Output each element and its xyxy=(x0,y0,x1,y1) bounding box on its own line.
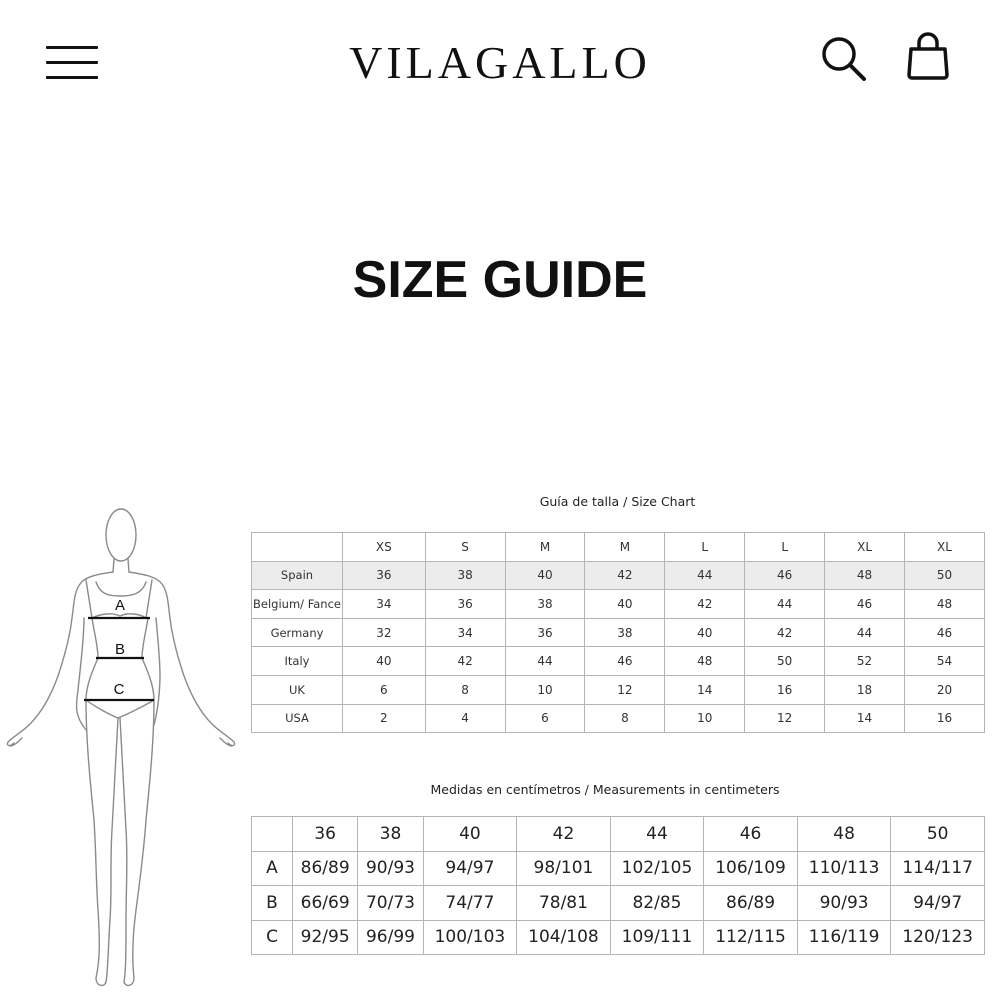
table-cell: 78/81 xyxy=(517,886,611,921)
label-c: C xyxy=(113,681,125,698)
menu-line xyxy=(46,46,98,49)
table-cell: 50 xyxy=(745,647,825,676)
header-cell: XL xyxy=(905,533,985,562)
table-cell: 46 xyxy=(585,647,665,676)
row-label: UK xyxy=(252,675,343,704)
table-cell: 32 xyxy=(343,618,426,647)
table-cell: 14 xyxy=(665,675,745,704)
table-cell: 66/69 xyxy=(293,886,358,921)
table-row xyxy=(252,704,985,733)
table-cell: 40 xyxy=(585,590,665,619)
table-row xyxy=(252,590,985,619)
table-row xyxy=(252,618,985,647)
table-cell: 98/101 xyxy=(517,851,611,886)
site-header xyxy=(0,0,1000,125)
table-cell: 54 xyxy=(905,647,985,676)
table-cell: 34 xyxy=(343,590,426,619)
header-cell: S xyxy=(425,533,505,562)
table-cell: 2 xyxy=(343,704,426,733)
table-row xyxy=(252,851,985,886)
table-cell: 48 xyxy=(905,590,985,619)
table-cell: 110/113 xyxy=(797,851,891,886)
shopping-bag-icon[interactable] xyxy=(902,31,954,83)
table-cell: 104/108 xyxy=(517,920,611,955)
label-b: B xyxy=(114,641,126,658)
table-cell: 120/123 xyxy=(891,920,985,955)
label-a: A xyxy=(114,597,126,614)
header-cell xyxy=(252,817,293,852)
table-cell: 16 xyxy=(745,675,825,704)
header-cell: 46 xyxy=(704,817,798,852)
row-label: A xyxy=(252,851,293,886)
table-cell: 12 xyxy=(745,704,825,733)
menu-line xyxy=(46,76,98,79)
table-cell: 8 xyxy=(425,675,505,704)
table-cell: 48 xyxy=(665,647,745,676)
table-cell: 90/93 xyxy=(358,851,423,886)
table-cell: 18 xyxy=(825,675,905,704)
header-cell: L xyxy=(665,533,745,562)
table-cell: 46 xyxy=(825,590,905,619)
table-cell: 74/77 xyxy=(423,886,517,921)
table-cell: 109/111 xyxy=(610,920,704,955)
table-cell: 48 xyxy=(825,561,905,590)
table-cell: 42 xyxy=(425,647,505,676)
table-cell: 44 xyxy=(745,590,825,619)
table-cell: 36 xyxy=(505,618,585,647)
header-cell: XL xyxy=(825,533,905,562)
table-header-row xyxy=(252,817,985,852)
table-cell: 14 xyxy=(825,704,905,733)
header-cell: M xyxy=(505,533,585,562)
table-cell: 6 xyxy=(343,675,426,704)
measurements-table xyxy=(251,816,985,955)
table-cell: 40 xyxy=(665,618,745,647)
row-label: Germany xyxy=(252,618,343,647)
row-label: C xyxy=(252,920,293,955)
table-cell: 34 xyxy=(425,618,505,647)
table-cell: 10 xyxy=(665,704,745,733)
row-label: Spain xyxy=(252,561,343,590)
header-cell: 36 xyxy=(293,817,358,852)
table-row xyxy=(252,647,985,676)
table-cell: 116/119 xyxy=(797,920,891,955)
measurements-caption: Medidas en centímetros / Measurements in centimeters xyxy=(430,782,780,797)
table-cell: 100/103 xyxy=(423,920,517,955)
header-cell xyxy=(252,533,343,562)
table-cell: 94/97 xyxy=(423,851,517,886)
table-cell: 42 xyxy=(745,618,825,647)
table-cell: 92/95 xyxy=(293,920,358,955)
header-cell: XS xyxy=(343,533,426,562)
header-cell: M xyxy=(585,533,665,562)
search-icon[interactable] xyxy=(818,33,868,83)
table-cell: 70/73 xyxy=(358,886,423,921)
table-cell: 36 xyxy=(425,590,505,619)
table-cell: 8 xyxy=(585,704,665,733)
page-title: SIZE GUIDE xyxy=(352,251,648,309)
table-cell: 38 xyxy=(585,618,665,647)
table-row xyxy=(252,675,985,704)
table-cell: 12 xyxy=(585,675,665,704)
table-cell: 50 xyxy=(905,561,985,590)
hamburger-menu-icon[interactable] xyxy=(46,44,98,82)
row-label: USA xyxy=(252,704,343,733)
table-cell: 46 xyxy=(745,561,825,590)
table-cell: 114/117 xyxy=(891,851,985,886)
table-cell: 36 xyxy=(343,561,426,590)
table-cell: 46 xyxy=(905,618,985,647)
header-cell: 50 xyxy=(891,817,985,852)
row-label: B xyxy=(252,886,293,921)
brand-logo[interactable]: VILAGALLO xyxy=(349,37,651,88)
table-cell: 4 xyxy=(425,704,505,733)
table-cell: 90/93 xyxy=(797,886,891,921)
table-row xyxy=(252,561,985,590)
table-cell: 86/89 xyxy=(293,851,358,886)
table-cell: 16 xyxy=(905,704,985,733)
row-label: Italy xyxy=(252,647,343,676)
size-chart-caption: Guía de talla / Size Chart xyxy=(539,494,696,509)
table-cell: 112/115 xyxy=(704,920,798,955)
table-cell: 96/99 xyxy=(358,920,423,955)
size-chart-table xyxy=(251,532,985,733)
table-cell: 20 xyxy=(905,675,985,704)
table-cell: 40 xyxy=(505,561,585,590)
header-cell: 44 xyxy=(610,817,704,852)
table-cell: 44 xyxy=(825,618,905,647)
header-cell: 38 xyxy=(358,817,423,852)
table-cell: 44 xyxy=(665,561,745,590)
table-cell: 52 xyxy=(825,647,905,676)
table-cell: 38 xyxy=(505,590,585,619)
table-row xyxy=(252,886,985,921)
table-header-row xyxy=(252,533,985,562)
row-label: Belgium/ Fance xyxy=(252,590,343,619)
table-cell: 106/109 xyxy=(704,851,798,886)
table-cell: 40 xyxy=(343,647,426,676)
table-cell: 44 xyxy=(505,647,585,676)
table-row xyxy=(252,920,985,955)
table-cell: 10 xyxy=(505,675,585,704)
header-cell: 42 xyxy=(517,817,611,852)
table-cell: 38 xyxy=(425,561,505,590)
table-cell: 42 xyxy=(665,590,745,619)
table-cell: 42 xyxy=(585,561,665,590)
table-cell: 94/97 xyxy=(891,886,985,921)
header-cell: L xyxy=(745,533,825,562)
menu-line xyxy=(46,61,98,64)
header-cell: 40 xyxy=(423,817,517,852)
table-cell: 82/85 xyxy=(610,886,704,921)
table-cell: 102/105 xyxy=(610,851,704,886)
header-cell: 48 xyxy=(797,817,891,852)
body-measurement-figure xyxy=(0,500,250,1000)
table-cell: 86/89 xyxy=(704,886,798,921)
table-cell: 6 xyxy=(505,704,585,733)
